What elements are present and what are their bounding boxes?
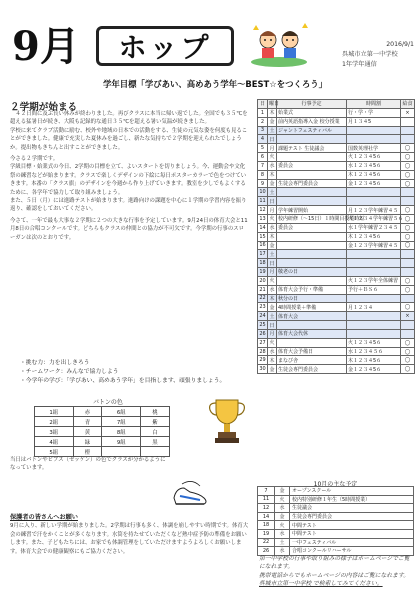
- lunch-mark: ◯: [401, 170, 415, 179]
- october-schedule-title: 10月の主な予定: [313, 481, 358, 488]
- weekday: 火: [269, 154, 275, 161]
- event: 委員会: [277, 161, 347, 170]
- timetable: [347, 294, 401, 303]
- lunch-mark: ◯: [401, 356, 415, 365]
- day-number: 25: [259, 322, 266, 329]
- website-note: [259, 555, 415, 589]
- day-number: 18: [258, 521, 275, 530]
- table-cell: 橙: [73, 447, 102, 457]
- weekday: 木: [269, 172, 275, 179]
- day-number: 28: [259, 348, 266, 355]
- timetable: 木１２３４5６: [347, 356, 401, 365]
- calendar-row: [258, 250, 415, 259]
- calendar-row: [258, 214, 415, 223]
- day-number: 12: [259, 207, 266, 214]
- lunch-mark: ◯: [401, 303, 415, 312]
- table-cell: 紫: [140, 417, 169, 427]
- day-number: 12: [258, 504, 275, 513]
- day-number: 7: [258, 161, 268, 170]
- calendar-row: [258, 321, 415, 330]
- timetable: 火１２３４5６: [347, 153, 401, 162]
- event: [277, 153, 347, 162]
- weekday: 火: [269, 340, 275, 347]
- event: 体育大会: [277, 312, 347, 321]
- event: 校内特別研修１年生（5時間授業）: [290, 495, 414, 504]
- event: [277, 170, 347, 179]
- calendar-row: [258, 179, 415, 188]
- article-paragraph: ４２日間に及ぶ長い休みが終わりました。再びクラスに本当に帰い返でした。全国でも３５℃を超える猛暑日が続き、大阪も記録的な通日３５℃を超える暑い気温が続きました。: [10, 111, 248, 126]
- article-paragraph: 当日はバトンやビブス（ゼッケン）の色でクラスが分かるようになっています。: [10, 457, 166, 472]
- weekday: 土: [275, 538, 290, 547]
- weekday: 金: [275, 487, 290, 496]
- day-number: 13: [259, 215, 266, 222]
- article-paragraph: また、５日（月）には進路テストが始まります。進路向けの課題を中心に１学期の学習内容を振り返り、確認をしておいてください。: [10, 198, 247, 213]
- october-row: [258, 495, 414, 504]
- newsletter-title: ホップ: [118, 31, 212, 64]
- calendar-row: [258, 276, 415, 285]
- column-header: 時間割: [347, 100, 401, 109]
- timetable: [347, 126, 401, 135]
- day-number: 15: [259, 233, 266, 240]
- event: ジャントフェスティバル: [277, 126, 347, 135]
- day-number: 7: [258, 487, 275, 496]
- event: 生徒会専門委員会: [277, 365, 347, 374]
- guardian-notice-title: 保護者の皆さんへお願い: [10, 514, 78, 521]
- lunch-mark: ◯: [401, 179, 415, 188]
- calendar-row: [258, 285, 415, 294]
- event: [277, 135, 347, 144]
- grade-goal: 学年目標「学びあい、高めあう学年～BEST☆をつくろう」: [103, 79, 327, 89]
- event: 校内研修（～15日）１時間目授業時短: [278, 216, 365, 223]
- sports-paragraph: [10, 456, 170, 473]
- day-number: 18: [259, 260, 266, 267]
- table-row: [35, 407, 170, 417]
- event: 体育大会予行・準備: [277, 285, 347, 294]
- lunch-mark: ◯: [401, 161, 415, 170]
- day-number: 2: [258, 117, 268, 126]
- october-row: [258, 529, 414, 538]
- day-number: 8: [258, 170, 268, 179]
- column-header: 行事予定: [277, 100, 347, 109]
- calendar-row: [258, 170, 415, 179]
- table-cell: 5組: [35, 447, 74, 457]
- timetable: 金１２３４5６: [347, 365, 401, 374]
- weekday: 金: [269, 119, 275, 126]
- table-cell: 桃: [140, 407, 169, 417]
- lunch-mark: ◯: [401, 347, 415, 356]
- timetable: 金１２３学年練習４５: [347, 241, 401, 250]
- lunch-mark: ◯: [401, 232, 415, 241]
- weekday: 金: [269, 366, 275, 373]
- weekday: 水: [269, 163, 275, 170]
- event: 課題テスト 生徒議会: [277, 144, 347, 153]
- weekday: 火: [275, 495, 290, 504]
- issue-date: 2016/9/1: [386, 41, 414, 48]
- column-header: 給食: [402, 101, 413, 108]
- day-number: 20: [259, 277, 266, 284]
- school-name: 呉城市立第一中学校: [342, 51, 398, 58]
- timetable: 木１２３４5６: [347, 170, 401, 179]
- event: 秋分の日: [277, 294, 347, 303]
- baton-color-table: [34, 406, 170, 457]
- weekday: 月: [269, 331, 275, 338]
- october-schedule: [257, 486, 414, 556]
- lunch-mark: [401, 135, 415, 144]
- event: 始業式: [277, 108, 347, 117]
- table-cell: [140, 447, 169, 457]
- newsletter-title-box: [96, 26, 234, 66]
- lunch-mark: [401, 268, 415, 277]
- table-row: [35, 417, 170, 427]
- lunch-mark: [401, 117, 415, 126]
- article-paragraph: 今さて、一年で最も大事な２学期に２つの大きな行事を予定しています。9月24日の体育大会と11月8日の合唱コンクールです。どちらもクラスの仲間との協力が不可欠です。今学期の行事のスローガンは次のとおりです。: [10, 217, 248, 241]
- event: まなび舎: [277, 356, 347, 365]
- day-number: 19: [259, 268, 266, 275]
- weekday: 土: [269, 189, 275, 196]
- event: 中間テスト: [290, 521, 414, 530]
- event: [277, 321, 347, 330]
- calendar-row: [258, 347, 415, 356]
- table-cell: 3組: [35, 427, 74, 437]
- calendar-row: [258, 197, 415, 206]
- note-line: 第一中学校の行事や取り組みの様子はホームページでご覧になれます。: [259, 556, 410, 571]
- day-number: 6: [258, 153, 268, 162]
- table-cell: 白: [140, 427, 169, 437]
- weekday: 土: [269, 313, 275, 320]
- calendar-row: [258, 259, 415, 268]
- lunch-mark: ◯: [401, 153, 415, 162]
- day-number: 17: [259, 251, 266, 258]
- lunch-mark: ◯: [401, 206, 415, 215]
- lunch-mark: ◯: [401, 276, 415, 285]
- weekday: 金: [269, 304, 275, 311]
- slogan-list: [20, 359, 250, 386]
- calendar-row: [258, 303, 415, 312]
- table-cell: 青: [73, 417, 102, 427]
- october-row: [258, 504, 414, 513]
- timetable: 火１２３４5６: [347, 338, 401, 347]
- note-line: [259, 580, 415, 588]
- lunch-mark: [401, 294, 415, 303]
- september-calendar: [257, 99, 414, 374]
- weekday: 水: [269, 225, 275, 232]
- event: 4時間授業＋準備: [277, 303, 347, 312]
- event: 合唱コンクールリハーサル: [290, 547, 414, 556]
- weekday: 木: [269, 357, 275, 364]
- weekday: 金: [275, 512, 290, 521]
- lunch-mark: ◯: [401, 338, 415, 347]
- slogan-item: ・チームワーク：みんなで協力しよう: [20, 369, 119, 375]
- slogan-item: ・今学年の学び：「学びあい、高めあう学年」を目指します、頑張りましょう。: [20, 378, 226, 384]
- table-cell: 6組: [102, 407, 141, 417]
- weekday: 火: [269, 278, 275, 285]
- day-number: 16: [259, 242, 266, 249]
- event: 一中フェスティバル: [290, 538, 414, 547]
- timetable: [347, 321, 401, 330]
- october-row: [258, 538, 414, 547]
- calendar-row: [258, 338, 415, 347]
- weekday: 月: [269, 269, 275, 276]
- timetable: 水１２３４５６: [347, 347, 401, 356]
- day-number: 3: [258, 126, 268, 135]
- timetable: [347, 188, 401, 197]
- table-cell: 4組: [35, 437, 74, 447]
- day-number: 11: [258, 495, 275, 504]
- calendar-row: [258, 117, 415, 126]
- timetable: 行・学・学: [347, 108, 401, 117]
- table-cell: [102, 447, 141, 457]
- day-number: 26: [259, 330, 266, 337]
- event: 敬老の日: [277, 268, 347, 277]
- day-number: 26: [258, 547, 275, 556]
- calendar-row: [258, 144, 415, 153]
- table-row: [35, 427, 170, 437]
- timetable: 火１２３学年全体練習: [347, 276, 401, 285]
- table-cell: 8組: [102, 427, 141, 437]
- day-number: 19: [258, 529, 275, 538]
- timetable: [347, 250, 401, 259]
- day-number: 5: [258, 144, 268, 153]
- event: [277, 259, 347, 268]
- day-number: 1: [258, 108, 268, 117]
- day-number: 14: [258, 512, 275, 521]
- october-row: [258, 487, 414, 496]
- calendar-row: [258, 223, 415, 232]
- event: [277, 338, 347, 347]
- calendar-row: [258, 126, 415, 135]
- table-header-row: [258, 100, 415, 109]
- calendar-row: [258, 356, 415, 365]
- lunch-mark: ×: [401, 108, 415, 117]
- calendar-row: [258, 206, 415, 215]
- table-row: [35, 437, 170, 447]
- timetable: [347, 259, 401, 268]
- guardian-notice-body: 9月に入り、新しい学期が始まりました。2学期は行事も多く、体調を崩しやすい時期です。体育大会の練習で汗をかくことが多くなります。水筒を持たせていただくなど熱中症予防の準備をお願いします。また、子どもたちには、お家でも体調管理をしていただけますようよろしくお願いします。体育大会での健康観察にもご協力ください。: [10, 523, 249, 555]
- weekday: 水: [275, 547, 290, 556]
- issue-month: 9月: [12, 23, 80, 70]
- timetable: 金１２３４5６: [347, 179, 401, 188]
- day-number: 22: [259, 295, 266, 302]
- timetable: 月１２３４: [347, 303, 401, 312]
- calendar-row: [258, 329, 415, 338]
- weekday: 土: [269, 251, 275, 258]
- calendar-row: [258, 161, 415, 170]
- day-number: 9: [258, 179, 268, 188]
- weekday: 月: [269, 145, 275, 152]
- weekday: 日: [269, 260, 275, 267]
- table-cell: 2組: [35, 417, 74, 427]
- event: 委員会: [277, 223, 347, 232]
- timetable: 予行＋ＢＳ６: [347, 285, 401, 294]
- lunch-mark: ×: [401, 312, 415, 321]
- table-cell: 1組: [35, 407, 74, 417]
- timetable: 月１２３学年練習４５: [347, 206, 401, 215]
- calendar-row: [258, 108, 415, 117]
- weekday: 木: [269, 295, 275, 302]
- slogan-item: ・挑む力：力を出しきろう: [20, 360, 90, 366]
- timetable: 水１２３４5６: [347, 161, 401, 170]
- timetable: [347, 135, 401, 144]
- table-cell: 赤: [73, 407, 102, 417]
- timetable: 火１２３４学年練習５６: [348, 216, 404, 223]
- lunch-mark: ◯: [401, 285, 415, 294]
- day-number: 29: [259, 357, 266, 364]
- weekday: 金: [269, 242, 275, 249]
- day-number: 11: [259, 198, 266, 205]
- timetable: [347, 197, 401, 206]
- baton-table-title: バトンの色: [93, 399, 123, 406]
- lunch-mark: [401, 321, 415, 330]
- event: 生徒議会: [290, 504, 414, 513]
- calendar-row: [258, 232, 415, 241]
- event: [277, 188, 347, 197]
- october-row: [258, 512, 414, 521]
- calendar-row: [258, 188, 415, 197]
- table-cell: 黄: [73, 427, 102, 437]
- event: [277, 241, 347, 250]
- event: 体育大会代休: [277, 329, 347, 338]
- weekday: 木: [269, 234, 275, 241]
- timetable: 月１３４5: [347, 117, 401, 126]
- event: 生徒会専門委員会: [277, 179, 347, 188]
- lunch-mark: ◯: [401, 223, 415, 232]
- lunch-mark: ◯: [401, 241, 415, 250]
- day-number: 24: [259, 313, 266, 320]
- weekday: 水: [275, 529, 290, 538]
- day-number: 10: [259, 189, 266, 196]
- day-number: 14: [259, 224, 266, 231]
- mascot-illustration: [248, 22, 310, 68]
- lunch-mark: [401, 259, 415, 268]
- trophy-illustration: [206, 396, 248, 446]
- note-line: 携帯電話からでもホームページの内容はご覧になれます。: [259, 572, 410, 579]
- lunch-mark: ◯: [401, 365, 415, 374]
- article-title: ２学期が始まる: [10, 102, 78, 113]
- event: [277, 197, 347, 206]
- timetable: 木１２３４5６: [347, 232, 401, 241]
- weekday: 水: [269, 287, 275, 294]
- article-body: [10, 110, 248, 242]
- calendar-row: [258, 153, 415, 162]
- lunch-mark: [401, 197, 415, 206]
- calendar-row: [258, 365, 415, 374]
- lunch-mark: [401, 188, 415, 197]
- calendar-row: [258, 294, 415, 303]
- weekday: 木: [269, 110, 275, 117]
- calendar-row: [258, 241, 415, 250]
- table-row: [35, 447, 170, 457]
- table-cell: 黒: [140, 437, 169, 447]
- october-row: [258, 521, 414, 530]
- header-meta: [342, 40, 414, 70]
- calendar-row: [258, 135, 415, 144]
- weekday: 金: [269, 181, 275, 188]
- weekday: 土: [269, 127, 275, 134]
- weekday: 水: [275, 504, 290, 513]
- timetable: 国数英理社学: [347, 144, 401, 153]
- calendar-row: [258, 268, 415, 277]
- shoes-illustration: [170, 478, 214, 510]
- october-row: [258, 547, 414, 556]
- column-header: 曜日: [269, 101, 280, 108]
- event: 前内英語指導入金 校分授業: [277, 117, 347, 126]
- search-keyword: 呉城市立第一中学校 で検索してみてください。: [259, 581, 383, 588]
- table-cell: 9組: [102, 437, 141, 447]
- calendar-row: [258, 312, 415, 321]
- day-number: 30: [259, 366, 266, 373]
- timetable: [347, 268, 401, 277]
- day-number: 4: [258, 135, 268, 144]
- day-number: 23: [259, 304, 266, 311]
- event: オープンスクール: [290, 487, 414, 496]
- weekday: 月: [269, 207, 275, 214]
- weekday: 水: [269, 349, 275, 356]
- lunch-mark: [401, 250, 415, 259]
- event: [277, 232, 347, 241]
- weekday: 火: [275, 521, 290, 530]
- event: [277, 276, 347, 285]
- event: [277, 250, 347, 259]
- column-header: 日: [258, 100, 268, 109]
- lunch-mark: [401, 329, 415, 338]
- timetable: [347, 329, 401, 338]
- article-paragraph: 今さる２学期です。: [10, 156, 59, 163]
- article-paragraph: 学校に来てクラブ活動に励む、校外や地域の日本での活動をする、生徒の元気な姿を何度も見ることができました。健康で充実した夏休みを過ごし、新たな気持ちで２学期を迎えられたでしょうか。提出物もきちんと出すことができました。: [10, 127, 248, 151]
- event: 中間テスト: [290, 529, 414, 538]
- event: 学年練習開始: [277, 206, 347, 215]
- day-number: 21: [259, 286, 266, 293]
- weekday: 日: [269, 136, 275, 143]
- issuer: 1年学年通信: [342, 61, 377, 68]
- weekday: 日: [269, 198, 275, 205]
- timetable: 水１学年練習２３４５: [347, 223, 401, 232]
- weekday: 火: [269, 216, 275, 223]
- lunch-mark: ◯: [401, 214, 415, 223]
- lunch-mark: [401, 126, 415, 135]
- timetable: [347, 312, 401, 321]
- table-cell: 緑: [73, 437, 102, 447]
- weekday: 日: [269, 322, 275, 329]
- day-number: 27: [259, 339, 266, 346]
- article-paragraph: 学級目標・始業式の今日、2学期の目標を立て、よいスタートを切りましょう。今、運動会や文化祭の練習などが始まります。クラスで楽しくデザインの下絵に毎日ポスターカラーで色をつけていきます。本番の「クラス旗」のデザインを今週から作り上げていきます。教室を少しでもよくするために、各学年で協力して取り組みましょう。: [10, 164, 247, 196]
- event: 体育大会予備日: [277, 347, 347, 356]
- lunch-mark: ◯: [401, 144, 415, 153]
- table-cell: 7組: [102, 417, 141, 427]
- event: 生徒会専門委員会: [290, 512, 414, 521]
- day-number: 22: [258, 538, 275, 547]
